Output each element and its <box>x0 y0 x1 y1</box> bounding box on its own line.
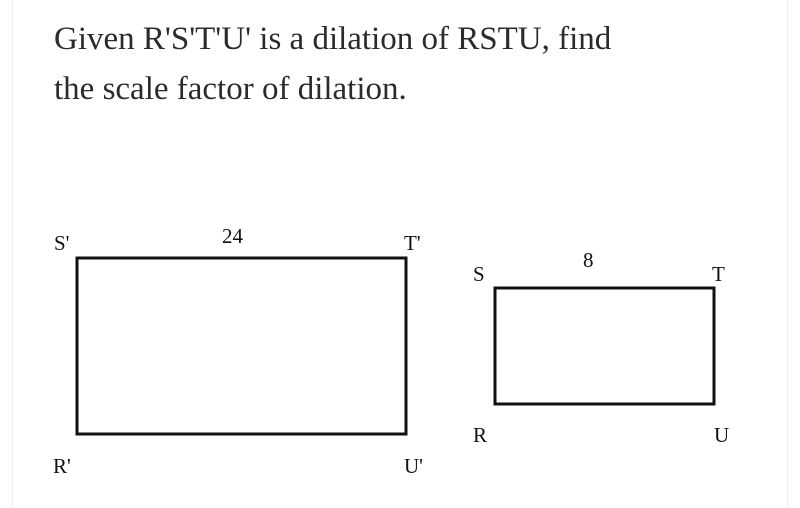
vertex-label-t-prime: T' <box>404 231 421 255</box>
image-rectangle <box>77 258 406 434</box>
vertex-label-t: T <box>712 262 725 286</box>
image-top-length-label: 24 <box>222 224 243 248</box>
vertex-label-u-prime: U' <box>404 454 423 478</box>
image-rectangle-group <box>53 224 423 478</box>
question-line-1: Given R'S'T'U' is a dilation of RSTU, find <box>54 21 612 57</box>
vertex-label-u: U <box>714 423 730 447</box>
preimage-rectangle <box>495 288 714 404</box>
vertex-label-s-prime: S' <box>54 231 70 255</box>
vertex-label-r: R <box>473 423 488 447</box>
vertex-label-r-prime: R' <box>53 454 71 478</box>
vertex-label-s: S <box>473 262 485 286</box>
preimage-rectangle-group <box>473 248 729 447</box>
question-line-2: the scale factor of dilation. <box>54 71 407 107</box>
preimage-top-length-label: 8 <box>583 248 594 272</box>
